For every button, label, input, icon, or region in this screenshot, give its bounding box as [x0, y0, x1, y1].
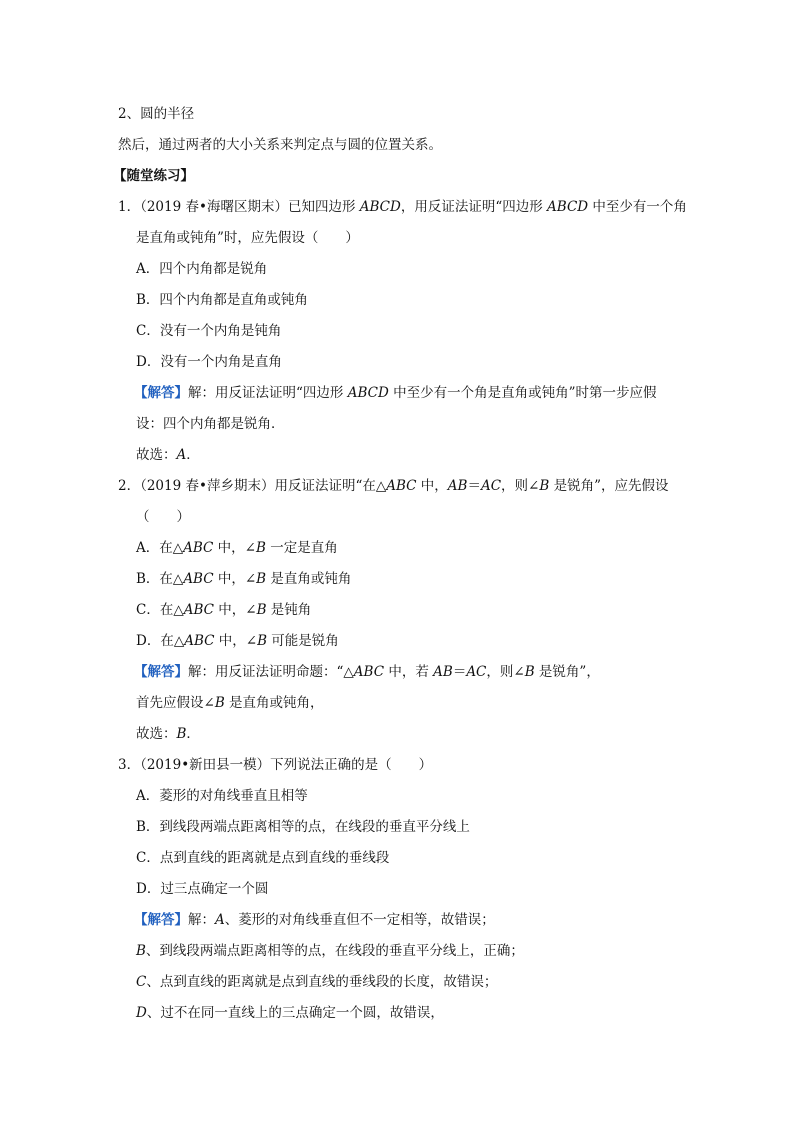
- q2-answer-line-1: 【解答】解：用反证法证明命题：“△ABC 中，若 AB＝AC，则∠B 是锐角”，: [134, 664, 600, 680]
- q3-answer-line-1: 【解答】解：A、菱形的对角线垂直但不一定相等，故错误；: [134, 912, 495, 928]
- q1-option-b: B．四个内角都是直角或钝角: [136, 292, 308, 308]
- q2-option-a: A．在△ABC 中，∠B 一定是直角: [136, 540, 338, 556]
- q1-option-c: C．没有一个内角是钝角: [136, 323, 282, 339]
- q1-stem-line-1: 1．（2019 春•海曙区期末）已知四边形 ABCD，用反证法证明“四边形 ABCD 中至少有一个角: [118, 199, 687, 215]
- answer-tag: 【解答】: [134, 385, 188, 401]
- q2-choice: 故选：B．: [136, 726, 200, 742]
- section-heading: 【随堂练习】: [113, 168, 194, 184]
- q2-option-c: C．在△ABC 中，∠B 是钝角: [136, 602, 312, 618]
- q1-option-a: A．四个内角都是锐角: [136, 261, 268, 277]
- q2-stem-line-1: 2．（2019 春•萍乡期末）用反证法证明“在△ABC 中，AB＝AC，则∠B 是锐角”，应先假设: [118, 478, 669, 494]
- q3-answer-line-2: B、到线段两端点距离相等的点，在线段的垂直平分线上，正确；: [136, 943, 524, 959]
- q2-stem-line-2: （ ）: [136, 509, 190, 525]
- q3-option-d: D．过三点确定一个圆: [136, 881, 269, 897]
- q2-option-b: B．在△ABC 中，∠B 是直角或钝角: [136, 571, 352, 587]
- q3-option-a: A．菱形的对角线垂直且相等: [136, 788, 308, 804]
- q2-option-d: D．在△ABC 中，∠B 可能是锐角: [136, 633, 339, 649]
- q3-answer-line-3: C、点到直线的距离就是点到直线的垂线段的长度，故错误；: [136, 974, 498, 990]
- q1-answer-line-2: 设：四个内角都是锐角．: [136, 416, 285, 432]
- intro-line-1: 2、圆的半径: [118, 106, 195, 122]
- q1-choice: 故选：A．: [136, 447, 200, 463]
- answer-tag: 【解答】: [134, 912, 188, 928]
- q3-option-c: C．点到直线的距离就是点到直线的垂线段: [136, 850, 390, 866]
- q1-option-d: D．没有一个内角是直角: [136, 354, 282, 370]
- intro-line-2: 然后，通过两者的大小关系来判定点与圆的位置关系。: [118, 137, 442, 153]
- q3-option-b: B．到线段两端点距离相等的点，在线段的垂直平分线上: [136, 819, 470, 835]
- answer-tag: 【解答】: [134, 664, 188, 680]
- q1-stem-line-2: 是直角或钝角”时，应先假设（ ）: [136, 230, 359, 246]
- q3-stem-line-1: 3．（2019•新田县一模）下列说法正确的是（ ）: [118, 757, 433, 773]
- q2-answer-line-2: 首先应假设∠B 是直角或钝角，: [136, 695, 324, 711]
- q1-answer-line-1: 【解答】解：用反证法证明“四边形 ABCD 中至少有一个角是直角或钝角”时第一步应假: [134, 385, 657, 401]
- q3-answer-line-4: D、过不在同一直线上的三点确定一个圆，故错误，: [136, 1005, 444, 1021]
